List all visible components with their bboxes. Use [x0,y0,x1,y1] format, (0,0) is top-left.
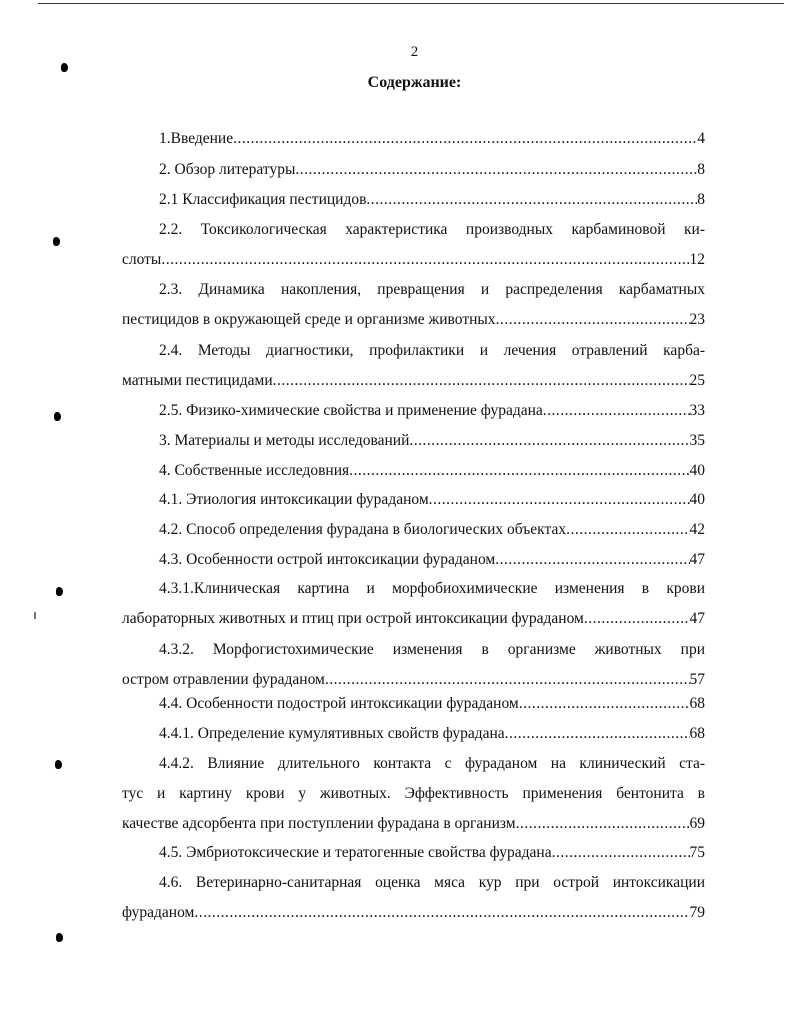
toc-page-number: 68 [689,695,705,712]
toc-entry[interactable] [122,124,705,154]
toc-page-number: 40 [689,491,705,508]
toc-entry-title: 4.3. Особенности острой интоксикации фураданом [159,551,496,568]
toc-page-number: 12 [689,251,705,268]
toc-entry-title: 2. Обзор литературы [159,161,296,178]
toc-entry[interactable] [122,456,705,486]
dot-leader [429,485,690,515]
toc-page-number: 68 [689,725,705,742]
scan-speck [34,612,36,619]
hole-punch-mark [56,933,63,942]
hole-punch-mark [56,587,63,596]
toc-entry-title: тус и картину крови у животных. Эффективность применения бентонита в [122,785,705,802]
toc-page-number: 23 [689,311,705,328]
toc-entry[interactable] [122,485,705,515]
toc-entry[interactable] [122,155,705,185]
toc-entry-title: фураданом [122,904,195,921]
dot-leader [519,689,690,719]
toc-page-number: 75 [689,844,705,861]
toc-entry-title: слоты [122,251,162,268]
toc-entry-title: качестве адсорбента при поступлении фурадана в организм [122,815,516,832]
toc-entry[interactable] [122,689,705,719]
toc-entry-title: 2.1 Классификация пестицидов [159,191,367,208]
toc-entry-title: остром отравлении фураданом [122,671,325,688]
toc-page-number: 47 [689,551,705,568]
toc-entry-title: 2.5. Физико-химические свойства и применение фурадана [159,402,543,419]
top-rule [38,3,784,4]
toc-entry-title: 1.Введение [159,130,234,147]
toc-entry-title: лабораторных животных и птиц при острой интоксикации фураданом [122,610,584,627]
toc-entry[interactable] [122,719,705,749]
page-title: Содержание: [367,74,462,91]
toc-entry[interactable] [122,545,705,575]
toc-entry[interactable] [122,635,705,695]
dot-leader [409,426,689,456]
dot-leader [233,124,697,154]
hole-punch-mark [55,760,62,769]
toc-page-number: 79 [689,904,705,921]
toc-entry-title: 4.2. Способ определения фурадана в биологических объектах [159,521,567,538]
toc-entry[interactable] [122,396,705,426]
dot-leader [505,719,690,749]
toc-entry[interactable] [122,515,705,545]
toc-entry-title: 4.6. Ветеринарно-санитарная оценка мяса кур при острой интоксикации [159,874,705,891]
toc-entry-title: матными пестицидами [122,372,273,389]
toc-entry-title: 2.3. Динамика накопления, превращения и распределения карбаматных [159,281,705,298]
toc-entry[interactable] [122,275,705,335]
toc-entry[interactable] [122,749,705,839]
toc-entry[interactable] [122,185,705,215]
toc-page-number: 42 [689,521,705,538]
dot-leader [161,245,689,275]
dot-leader [543,396,690,426]
toc-entry-title: 4.1. Этиология интоксикации фураданом [159,491,429,508]
toc-page-number: 57 [689,671,705,688]
toc-entry[interactable] [122,215,705,275]
toc-entry-title: 4.5. Эмбриотоксические и тератогенные свойства фурадана [159,844,552,861]
toc-entry-title: 4.4.2. Влияние длительного контакта с фураданом на клинический ста- [159,755,705,772]
toc-entry-title: пестицидов в окружающей среде и организме животных [122,311,496,328]
dot-leader [495,545,689,575]
dot-leader [516,809,690,839]
dot-leader [295,155,697,185]
toc-page-number: 33 [689,402,705,419]
toc-entry[interactable] [122,868,705,928]
toc-page-number: 8 [697,161,705,178]
dot-leader [273,366,690,396]
toc-entry-title: 4.4. Особенности подострой интоксикации фураданом [159,695,519,712]
hole-punch-mark [54,412,61,421]
page-number: 2 [410,44,419,60]
toc-entry-title: 4.3.2. Морфогистохимические изменения в организме животных при [159,641,705,658]
dot-leader [366,185,697,215]
hole-punch-mark [53,237,60,246]
dot-leader [552,838,690,868]
hole-punch-mark [61,63,68,72]
toc-page-number: 8 [697,191,705,208]
dot-leader [349,456,689,486]
toc-entry-title: 4.4.1. Определение кумулятивных свойств фурадана [159,725,505,742]
toc-entry[interactable] [122,336,705,396]
toc-page-number: 4 [697,130,705,147]
toc-page-number: 25 [689,372,705,389]
dot-leader [194,898,689,928]
toc-entry-title: 2.2. Токсикологическая характеристика производных карбаминовой ки- [159,221,705,238]
toc-page-number: 69 [689,815,705,832]
toc-entry-title: 3. Материалы и методы исследований [159,432,410,449]
dot-leader [566,515,689,545]
toc-page-number: 40 [689,462,705,479]
dot-leader [496,305,690,335]
toc-page-number: 35 [689,432,705,449]
toc-entry[interactable] [122,838,705,868]
toc-page-number: 47 [689,610,705,627]
toc-entry[interactable] [122,426,705,456]
dot-leader [584,604,690,634]
toc-entry-title: 4.3.1.Клиническая картина и морфобиохимические изменения в крови [159,580,705,597]
toc-entry-title: 4. Собственные исследовния [159,462,350,479]
toc-entry-title: 2.4. Методы диагностики, профилактики и лечения отравлений карба- [159,342,705,359]
toc-entry[interactable] [122,574,705,634]
